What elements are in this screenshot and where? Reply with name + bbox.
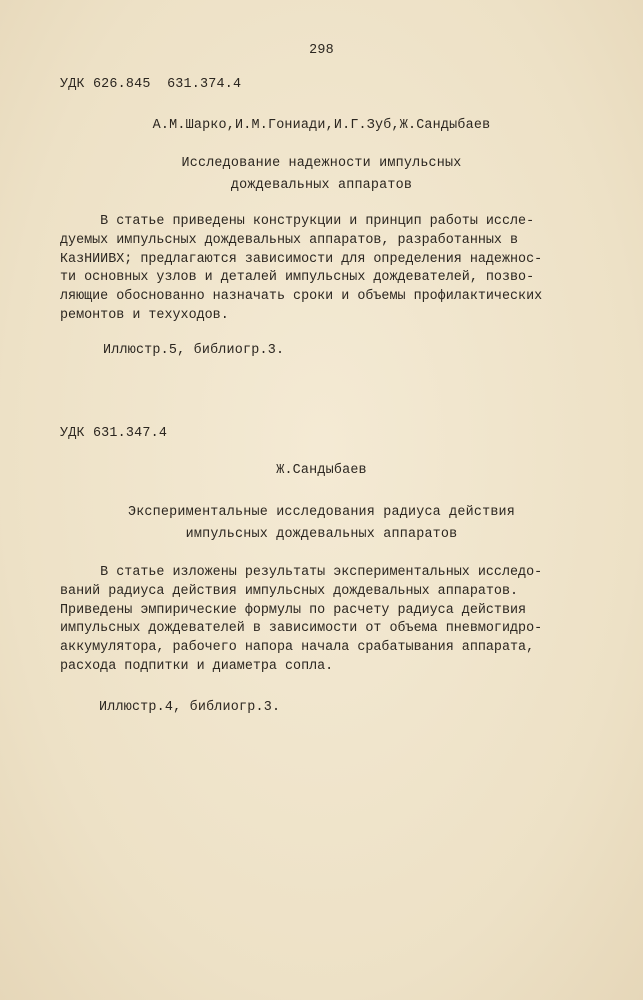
entry1-abstract-line: ремонтов и техуходов. <box>60 307 229 323</box>
entry1-abstract-line: дуемых импульсных дождевальных аппаратов, разработанных в <box>60 232 519 248</box>
entry1-abstract-line: ляющие обоснованно назначать сроки и объемы профилактических <box>60 289 543 305</box>
entry2-authors: Ж.Сандыбаев <box>276 463 367 478</box>
page-number: 298 <box>309 43 334 58</box>
entry2-udk: УДК 631.347.4 <box>60 426 168 441</box>
entry1-title-line-1: Исследование надежности импульсных <box>181 156 462 171</box>
entry2-abstract-line: расхода подпитки и диаметра сопла. <box>60 658 334 674</box>
entry1-abstract-line: ти основных узлов и деталей импульсных дождевателей, позво- <box>60 270 535 286</box>
entry2-title-line-1: Экспериментальные исследования радиуса действия <box>127 505 516 520</box>
entry1-authors: А.М.Шарко,И.М.Гониади,И.Г.Зуб,Ж.Сандыбаев <box>152 118 491 133</box>
entry2-abstract <box>60 564 580 677</box>
entry2-abstract-line: ваний радиуса действия импульсных дождевальных аппаратов. <box>60 583 519 599</box>
entry1-abstract-line: В статье приведены конструкции и принцип работы иссле- <box>60 214 535 229</box>
entry2-abstract-line: Приведены эмпирические формулы по расчету радиуса действия <box>60 602 527 618</box>
entry2-title-line-2: импульсных дождевальных аппаратов <box>185 527 458 542</box>
entry1-illustrations: Иллюстр.5, библиогр.3. <box>103 343 285 358</box>
entry2-abstract-line: аккумулятора, рабочего напора начала срабатывания аппарата, <box>60 640 535 656</box>
entry2-abstract-line: В статье изложены результаты экспериментальных исследо- <box>60 565 543 580</box>
entry1-udk: УДК 626.845 631.374.4 <box>60 77 242 92</box>
entry1-abstract-line: КазНИИВХ; предлагаются зависимости для определения надежнос- <box>60 251 543 267</box>
entry1-abstract <box>60 213 560 326</box>
entry2-abstract-line: импульсных дождевателей в зависимости от объема пневмогидро- <box>60 621 543 637</box>
entry2-illustrations: Иллюстр.4, библиогр.3. <box>99 700 281 715</box>
entry1-title-line-2: дождевальных аппаратов <box>230 178 413 193</box>
